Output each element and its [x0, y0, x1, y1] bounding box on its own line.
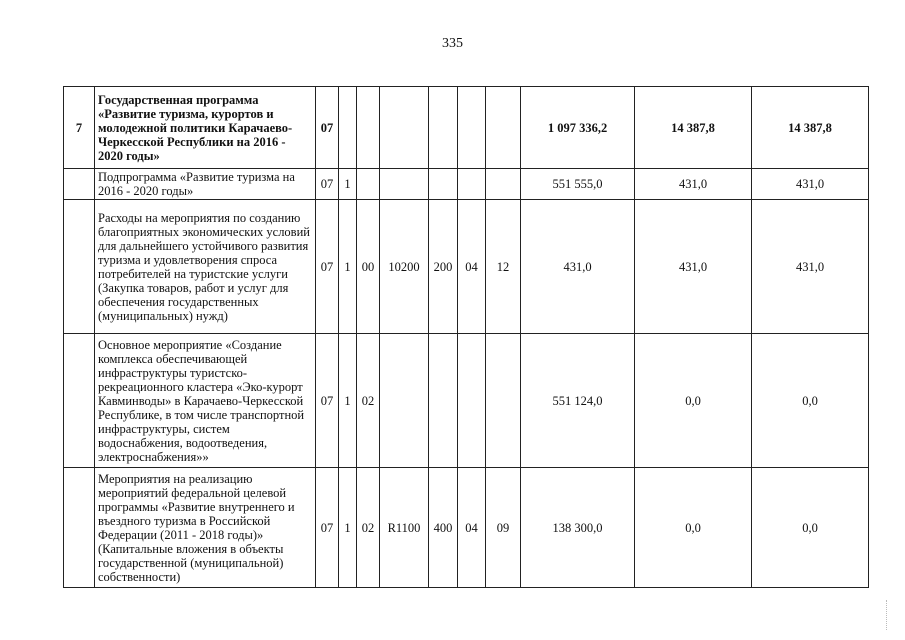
code-cell [339, 87, 357, 169]
code-cell: 1 [339, 169, 357, 200]
row-number [64, 334, 95, 468]
row-number [64, 468, 95, 588]
code-cell: 07 [316, 169, 339, 200]
row-number: 7 [64, 87, 95, 169]
amount-cell: 431,0 [752, 169, 869, 200]
row-number [64, 200, 95, 334]
amount-cell: 551 124,0 [521, 334, 635, 468]
amount-cell: 551 555,0 [521, 169, 635, 200]
row-description: Государственная программа «Развитие туризма, курортов и молодежной политики Карачаево-Черкесской Республики на 2016 - 2020 годы» [95, 87, 316, 169]
amount-cell: 14 387,8 [752, 87, 869, 169]
code-cell: R1100 [380, 468, 429, 588]
code-cell: 400 [429, 468, 458, 588]
code-cell: 02 [357, 334, 380, 468]
amount-cell: 431,0 [635, 200, 752, 334]
amount-cell: 0,0 [752, 468, 869, 588]
code-cell [380, 334, 429, 468]
code-cell [486, 169, 521, 200]
code-cell: 10200 [380, 200, 429, 334]
code-cell [380, 87, 429, 169]
code-cell: 02 [357, 468, 380, 588]
code-cell: 09 [486, 468, 521, 588]
amount-cell: 431,0 [521, 200, 635, 334]
amount-cell: 14 387,8 [635, 87, 752, 169]
code-cell: 00 [357, 200, 380, 334]
budget-table [63, 86, 869, 588]
code-cell [486, 334, 521, 468]
code-cell [458, 169, 486, 200]
row-description: Основное мероприятие «Создание комплекса обеспечивающей инфраструктуры туристско-рекреационного кластера «Эко-курорт Кавминводы» в Карачаево-Черкесской Республике, в том числе транспортной инфраструктуры, систем водоснабжения, водоотведения, электроснабжения»» [95, 334, 316, 468]
code-cell: 07 [316, 468, 339, 588]
table-row [64, 468, 869, 588]
code-cell [429, 334, 458, 468]
table-row [64, 169, 869, 200]
code-cell [429, 87, 458, 169]
code-cell [486, 87, 521, 169]
code-cell [458, 87, 486, 169]
code-cell: 200 [429, 200, 458, 334]
amount-cell: 0,0 [635, 468, 752, 588]
code-cell: 04 [458, 200, 486, 334]
code-cell [357, 169, 380, 200]
code-cell: 1 [339, 200, 357, 334]
code-cell: 07 [316, 200, 339, 334]
amount-cell: 431,0 [752, 200, 869, 334]
table-row [64, 200, 869, 334]
table-row [64, 334, 869, 468]
row-description: Мероприятия на реализацию мероприятий федеральной целевой программы «Развитие внутреннего и въездного туризма в Российской Федерации (2011 - 2018 годы)» (Капитальные вложения в объекты государственной (муниципальной) собственности) [95, 468, 316, 588]
code-cell: 1 [339, 468, 357, 588]
code-cell: 07 [316, 334, 339, 468]
amount-cell: 0,0 [752, 334, 869, 468]
amount-cell: 138 300,0 [521, 468, 635, 588]
code-cell: 12 [486, 200, 521, 334]
row-description: Расходы на мероприятия по созданию благоприятных экономических условий для дальнейшего устойчивого развития туризма и удовлетворения спроса потребителей на туристские услуги (Закупка товаров, работ и услуг для обеспечения государственных (муниципальных) нужд) [95, 200, 316, 334]
row-number [64, 169, 95, 200]
code-cell: 04 [458, 468, 486, 588]
page-number: 335 [442, 36, 463, 51]
code-cell: 1 [339, 334, 357, 468]
amount-cell: 1 097 336,2 [521, 87, 635, 169]
amount-cell: 0,0 [635, 334, 752, 468]
code-cell [380, 169, 429, 200]
amount-cell: 431,0 [635, 169, 752, 200]
code-cell [458, 334, 486, 468]
table-row [64, 87, 869, 169]
row-description: Подпрограмма «Развитие туризма на 2016 - 2020 годы» [95, 169, 316, 200]
scan-artifact [886, 600, 889, 630]
code-cell [429, 169, 458, 200]
code-cell: 07 [316, 87, 339, 169]
code-cell [357, 87, 380, 169]
